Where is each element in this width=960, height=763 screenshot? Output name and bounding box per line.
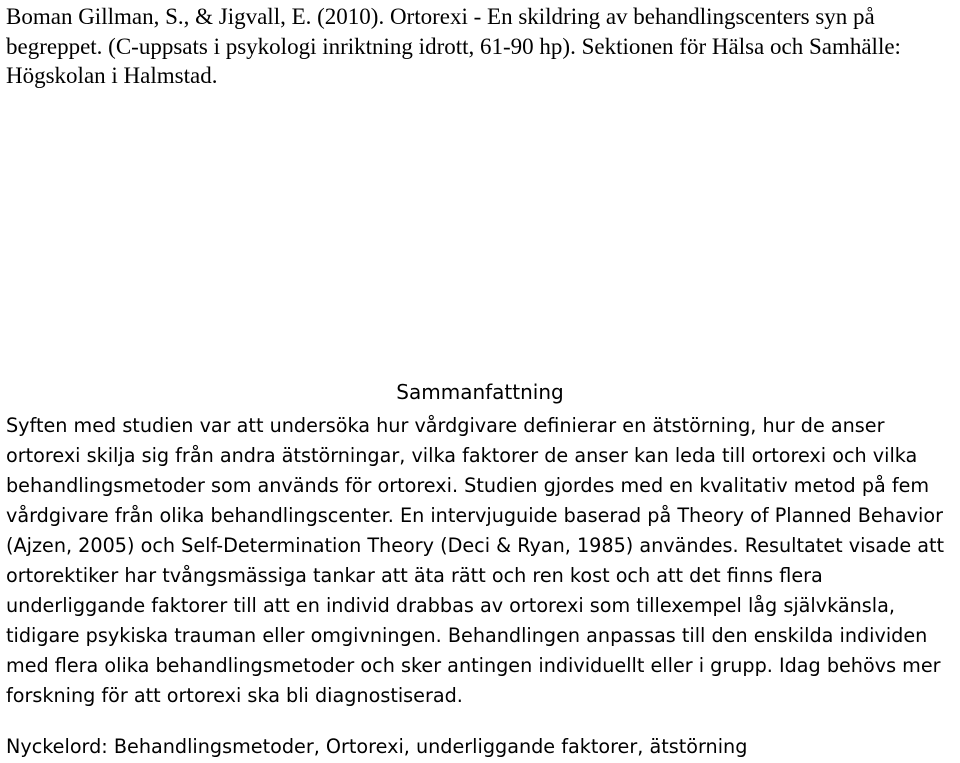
- keywords-line: Nyckelord: Behandlingsmetoder, Ortorexi, underliggande faktorer, ätstörning: [6, 735, 748, 758]
- abstract-title: Sammanfattning: [396, 380, 564, 404]
- abstract-paragraph: Syften med studien var att undersöka hur vårdgivare definierar en ätstörning, hur de anser ortorexi skilja sig från andra ätstörningar, vilka faktorer de anser kan leda till ortorexi och vilka behandlingsmetoder som används för ortorexi. Studien gjordes med en kvalitativ metod på fem vårdgivare från olika behandlingscenter. En intervjuguide baserad på Theory of Planned Behavior (Ajzen, 2005) och Self-Determination Theory (Deci & Ryan, 1985) användes. Resultatet visade att ortorektiker har tvångsmässiga tankar att äta rätt och ren kost och att det finns flera underliggande faktorer till att en individ drabbas av ortorexi som tillexempel låg självkänsla, tidigare psykiska trauman eller omgivningen. Behandlingen anpassas till den enskilda individen med flera olika behandlingsmetoder och sker antingen individuellt eller i grupp. Idag behövs mer forskning för att ortorexi ska bli diagnostiserad.: [6, 414, 945, 707]
- citation-text: Boman Gillman, S., & Jigvall, E. (2010). Ortorexi - En skildring av behandlingscenters syn på begreppet. (C-uppsats i psykologi inriktning idrott, 61-90 hp). Sektionen för Hälsa och Samhälle: Högskolan i Halmstad.: [6, 4, 901, 88]
